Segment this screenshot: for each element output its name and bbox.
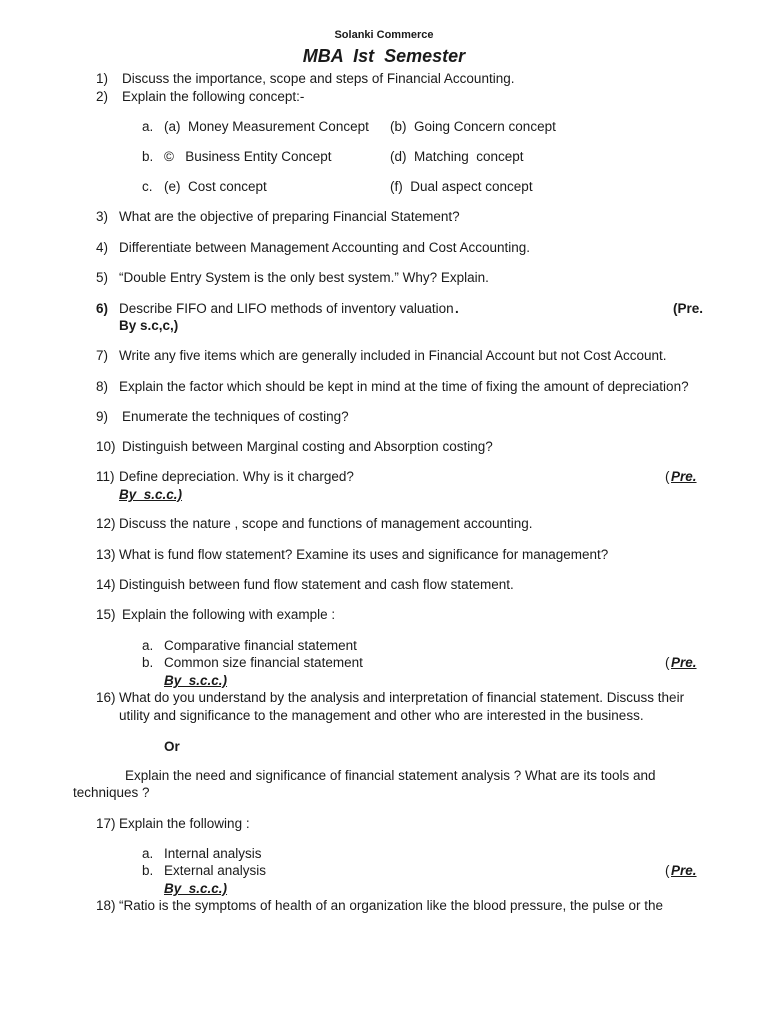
list-letter: a. bbox=[142, 119, 154, 134]
question-number: 4) bbox=[96, 240, 109, 255]
question-number: 8) bbox=[96, 379, 109, 394]
question-text: Enumerate the techniques of costing? bbox=[122, 409, 349, 424]
question-text: Distinguish between fund flow statement and cash flow statement. bbox=[119, 577, 514, 592]
page-title: MBA Ist Semester bbox=[302, 46, 466, 66]
alternative-question-continued: techniques ? bbox=[73, 785, 150, 800]
list-letter: c. bbox=[142, 179, 153, 194]
question-number: 17) bbox=[96, 816, 116, 831]
list-item: Comparative financial statement bbox=[164, 638, 357, 653]
question-text: What is fund flow statement? Examine its uses and significance for management? bbox=[119, 547, 609, 562]
pre-tag-continued: By s.c.c.) bbox=[119, 487, 183, 502]
pre-tag-paren: ( bbox=[665, 469, 670, 484]
pre-tag-continued: By s.c.c.) bbox=[164, 673, 228, 688]
question-number: 16) bbox=[96, 690, 116, 705]
concept-left: (e) Cost concept bbox=[164, 179, 267, 194]
question-number: 5) bbox=[96, 270, 109, 285]
question-number: 10) bbox=[96, 439, 116, 454]
question-number: 7) bbox=[96, 348, 109, 363]
question-text: Discuss the importance, scope and steps of Financial Accounting. bbox=[122, 71, 515, 86]
question-number: 12) bbox=[96, 516, 116, 531]
list-letter: b. bbox=[142, 149, 154, 164]
question-number: 15) bbox=[96, 607, 116, 622]
list-item: External analysis bbox=[164, 863, 267, 878]
list-item: Common size financial statement bbox=[164, 655, 363, 670]
question-text: Distinguish between Marginal costing and Absorption costing? bbox=[122, 439, 493, 454]
question-number: 9) bbox=[96, 409, 109, 424]
concept-right: (d) Matching concept bbox=[390, 149, 524, 164]
question-number: 3) bbox=[96, 209, 109, 224]
question-text: Write any five items which are generally included in Financial Account but not Cost Account. bbox=[119, 348, 667, 363]
list-letter: b. bbox=[142, 655, 154, 670]
pre-tag-continued: By s.c.c.) bbox=[164, 881, 228, 896]
question-number: 18) bbox=[96, 898, 116, 913]
question-text: Describe FIFO and LIFO methods of inventory valuation bbox=[119, 301, 454, 316]
question-number: 13) bbox=[96, 547, 116, 562]
question-text: Explain the following with example : bbox=[122, 607, 336, 622]
header-org: Solanki Commerce bbox=[334, 29, 434, 41]
question-text: “Ratio is the symptoms of health of an organization like the blood pressure, the pulse or the bbox=[119, 898, 664, 913]
alternative-question-text: Explain the need and significance of financial statement analysis ? What are its tools and bbox=[125, 768, 656, 783]
list-letter: a. bbox=[142, 846, 154, 861]
list-item: Internal analysis bbox=[164, 846, 262, 861]
question-text: Discuss the nature , scope and functions of management accounting. bbox=[119, 516, 533, 531]
question-text: What are the objective of preparing Financial Statement? bbox=[119, 209, 460, 224]
list-letter: a. bbox=[142, 638, 154, 653]
or-separator: Or bbox=[164, 739, 180, 754]
question-number: 6) bbox=[96, 301, 109, 316]
concept-right: (b) Going Concern concept bbox=[390, 119, 556, 134]
pre-tag: (Pre. bbox=[673, 301, 704, 316]
question-text: Explain the following : bbox=[119, 816, 250, 831]
question-text: “Double Entry System is the only best system.” Why? Explain. bbox=[119, 270, 489, 285]
question-text-continued: utility and significance to the management and other who are interested in the business. bbox=[119, 708, 644, 723]
question-text: Differentiate between Management Accounting and Cost Accounting. bbox=[119, 240, 531, 255]
pre-tag-paren: ( bbox=[665, 655, 670, 670]
pre-tag: Pre. bbox=[671, 655, 697, 670]
question-text: Explain the following concept:- bbox=[122, 89, 305, 104]
list-letter: b. bbox=[142, 863, 154, 878]
question-number: 2) bbox=[96, 89, 109, 104]
question-number: 1) bbox=[96, 71, 109, 86]
pre-tag: Pre. bbox=[671, 469, 697, 484]
question-text: Explain the factor which should be kept in mind at the time of fixing the amount of depreciation? bbox=[119, 379, 689, 394]
question-text: What do you understand by the analysis and interpretation of financial statement. Discuss their bbox=[119, 690, 685, 705]
pre-tag-paren: ( bbox=[665, 863, 670, 878]
concept-right: (f) Dual aspect concept bbox=[390, 179, 533, 194]
question-dot: . bbox=[455, 301, 459, 316]
question-text: Define depreciation. Why is it charged? bbox=[119, 469, 354, 484]
concept-left: © Business Entity Concept bbox=[164, 149, 332, 164]
pre-tag-continued: By s.c,c,) bbox=[119, 318, 179, 333]
concept-left: (a) Money Measurement Concept bbox=[164, 119, 369, 134]
question-number: 11) bbox=[96, 469, 115, 484]
pre-tag: Pre. bbox=[671, 863, 697, 878]
question-number: 14) bbox=[96, 577, 116, 592]
